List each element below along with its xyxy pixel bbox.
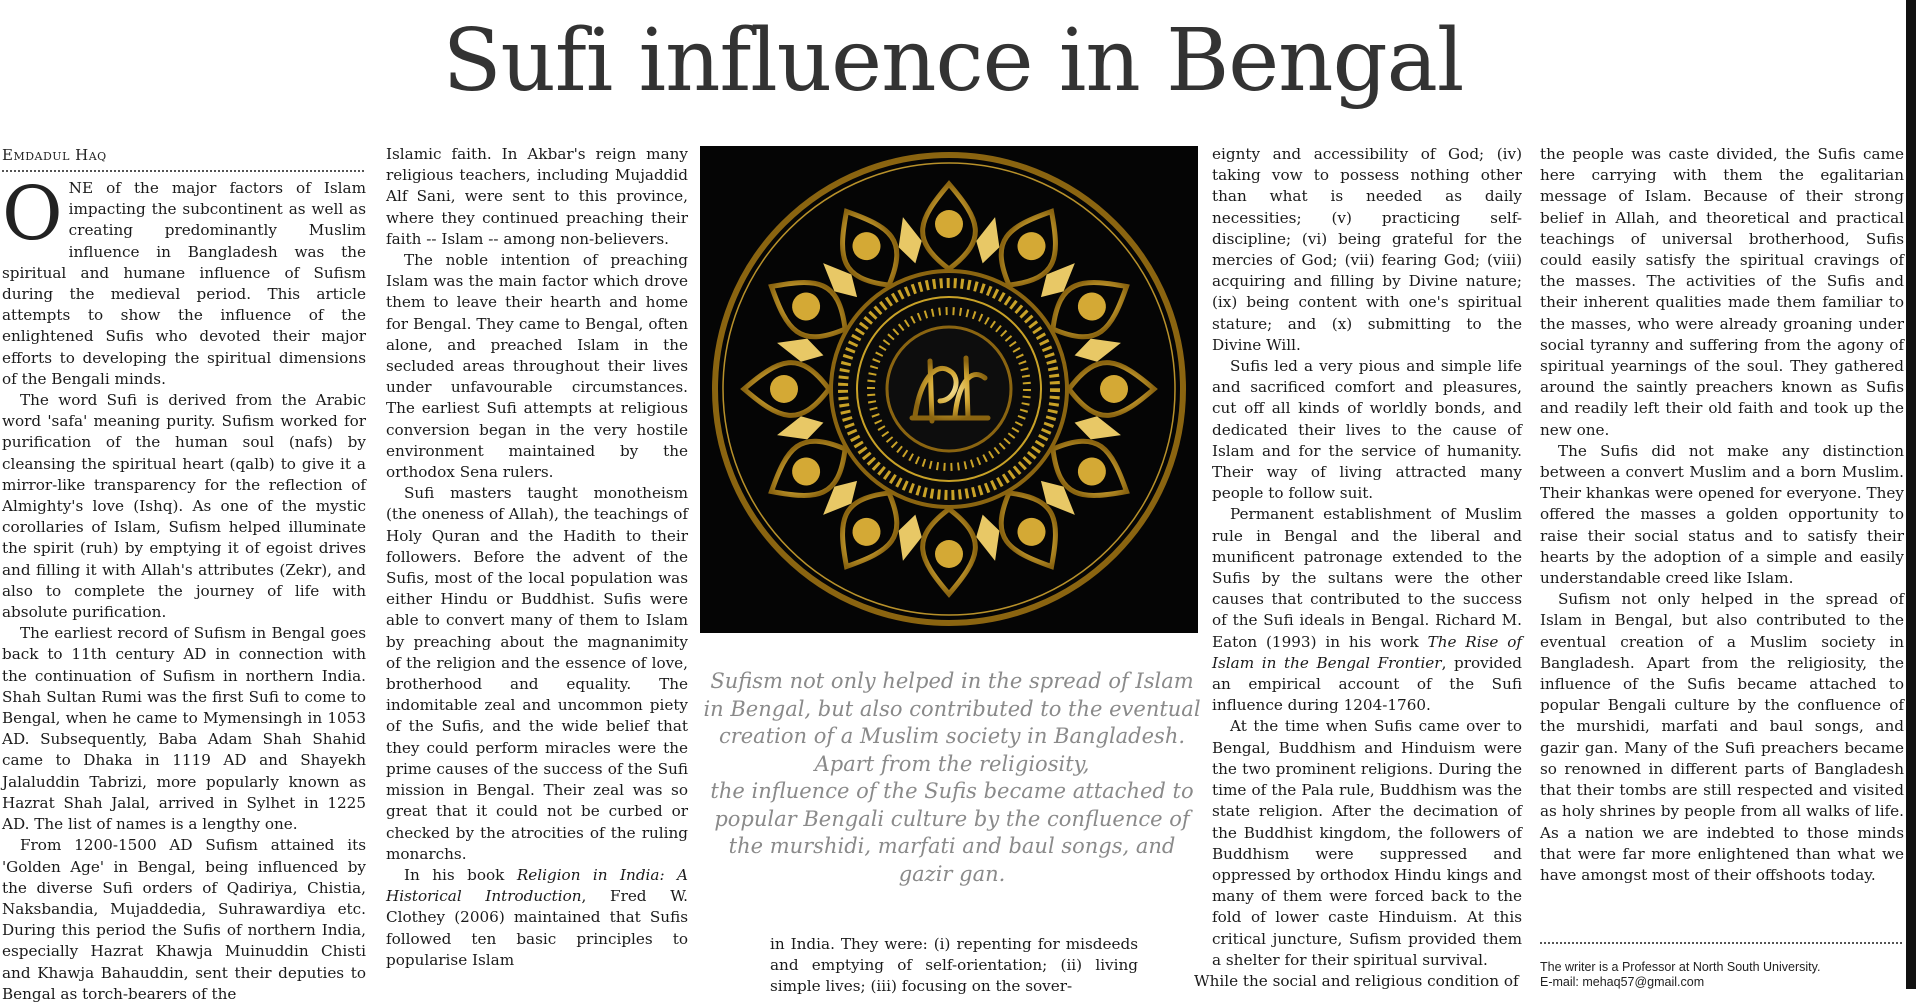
paragraph: While the social and religious condition of <box>1194 971 1519 990</box>
page-edge-rule <box>1906 0 1916 989</box>
paragraph: Sufis led a very pious and simple life and sacrificed comfort and pleasures, cut off all kinds of worldly bonds, and dedicated their lives to the cause of Islam and for the service of humanity. Their way of living attracted many people to follow suit. <box>1212 357 1522 503</box>
paragraph <box>386 865 688 971</box>
paragraph-text: Permanent establishment of Muslim rule in Bengal and the liberal and munificent patronage extended to the Sufis by the sultans were the other causes that contributed to the success of the Sufi ideals in Bengal. Richard M. Eaton (1993) in his work <box>1212 505 1522 651</box>
paragraph: eignty and accessibility of God; (iv) taking vow to possess nothing other than what is needed as daily necessities; (v) practicing self-discipline; (vi) being grateful for the mercies of God; (vii) fearing God; (viii) acquiring and filling by Divine nature; (ix) being content with one's spiritual stature; and (x) submitting to the Divine Will. <box>1212 145 1522 354</box>
opening-paragraph <box>2 171 366 390</box>
article-column-2 <box>386 144 688 989</box>
paragraph-text: In his book <box>404 865 517 884</box>
paragraph: The Sufis did not make any distinction between a convert Muslim and a born Muslim. Their khankas were opened for everyone. They offered the masses a golden opportunity to raise their social status and to satisfy their hearts by the adoption of a simple and easily understandable creed like Islam. <box>1540 441 1904 588</box>
paragraph: The noble intention of preaching Islam was the main factor which drove them to leave their hearth and home for Bengal. They came to Bengal, often alone, and preached Islam in the secluded areas throughout their lives under unfavourable circumstances. The earliest Sufi attempts at religious conversion began in the very hostile environment maintained by the orthodox Sena rulers. <box>386 251 688 482</box>
pull-quote-text: the influence of the Sufis became attached to popular Bengali culture by the confluence of the murshidi, marfati and baul songs, and gazir gan. <box>710 779 1194 886</box>
paragraph-text: , Fred W. Clothey (2006) maintained that Sufis followed ten basic principles to popularise Islam <box>386 887 688 969</box>
paragraph: From 1200-1500 AD Sufism attained its 'Golden Age' in Bengal, being influenced by the diverse Sufi orders of Qadiriya, Chistia, Naksbandia, Mujaddedia, Suhrawardiya etc. During this period the Sufis of northern India, especially Hazrat Khawja Muinuddin Chisti and Khawja Bahauddin, sent their deputies to Bengal as torch-bearers of the <box>2 836 366 1003</box>
paragraph: Sufism not only helped in the spread of Islam in Bengal, but also contributed to the eventual creation of a Muslim society in Bangladesh. Apart from the religiosity, the influence of the Sufis became attached to popular Bengali culture by the confluence of the murshidi, marfati and baul songs, and gazir gan. Many of the Sufi preachers became so renowned in different parts of Bangladesh that their tombs are still respected and visited as holy shrines by people from all walks of life. As a nation we are indebted to those minds that were far more enlightened than what we have amongst most of their offshoots today. <box>1540 590 1904 884</box>
paragraph: in India. They were: (i) repenting for misdeeds and emptying of self-orientation; (ii) living simple lives; (iii) focusing on the sover- <box>770 935 1138 996</box>
article-column-3 <box>770 934 1138 996</box>
article-column-1 <box>2 171 366 1003</box>
author-note <box>1540 960 1900 990</box>
article-column-4 <box>1156 144 1522 989</box>
paragraph <box>1212 504 1522 716</box>
author-byline: Emdadul Haq <box>2 146 107 164</box>
drop-cap: O <box>2 171 63 257</box>
author-email: E-mail: mehaq57@gmail.com <box>1540 975 1705 989</box>
islamic-calligraphy-medallion-icon <box>700 146 1198 633</box>
paragraph: The word Sufi is derived from the Arabic word 'safa' meaning purity. Sufism worked for purification of the human soul (nafs) by cleansing the spiritual heart (qalb) to give it a mirror-like transparency for the reflection of Almighty's love (Ishq). As one of the mystic corollaries of Islam, Sufism helped illuminate the spirit (ruh) by emptying it of egoist drives and filling it with Allah's attributes (Zekr), and also to complete the journey of life with absolute purification. <box>2 391 366 622</box>
column-4-indented-block <box>1156 144 1522 971</box>
pull-quote-text: Sufism not only helped in the spread of Islam in Bengal, but also contributed to the eventual creation of a Muslim society in Bangladesh. Apart from the religiosity, <box>703 669 1201 776</box>
article-headline: Sufi influence in Bengal <box>442 11 1464 111</box>
paragraph: At the time when Sufis came over to Bengal, Buddhism and Hinduism were the two prominent religions. During the time of the Pala rule, Buddhism was the state religion. After the decimation of the Buddhist kingdom, the followers of Buddhism were suppressed and oppressed by orthodox Hindu kings and many of them were forced back to the fold of lower caste Hinduism. At this critical juncture, Sufism provided them a shelter for their spiritual survival. <box>1212 717 1522 969</box>
paragraph-text: NE of the major factors of Islam impacting the subcontinent as well as creating predominantly Muslim influence in Bangladesh was the spiritual and humane influence of Sufism during the medieval period. This article attempts to show the influence of the enlightened Sufis who devoted their major efforts to developing the spiritual dimensions of the Bengali minds. <box>2 179 366 388</box>
pull-quote <box>702 668 1202 888</box>
author-affiliation: The writer is a Professor at North South University. <box>1540 960 1821 974</box>
paragraph: Sufi masters taught monotheism (the oneness of Allah), the teachings of Holy Quran and the Hadith to their followers. Before the advent of the Sufis, most of the local population was either Hindu or Buddhist. Sufis were able to convert many of them to Islam by preaching about the magnanimity of the religion and the essence of love, brotherhood and equality. The indomitable zeal and uncommon piety of the Sufis, and the wide belief that they could perform miracles were the prime causes of the success of the Sufi mission in Bengal. Their zeal was so great that it could not be curbed or checked by the atrocities of the ruling monarchs. <box>386 484 688 863</box>
book-title: The Rise of Islam in the Bengal Frontier <box>1212 632 1522 672</box>
paragraph: the people was caste divided, the Sufis came here carrying with them the egalitarian message of Islam. Because of their strong belief in Allah, and theoretical and practical teachings of universal brotherhood, Sufis could easily satisfy the spiritual cravings of the masses. The activities of the Sufis and their inherent qualities made them familiar to the masses, who were already groaning under social tyranny and suffering from the agony of spiritual yearnings of the soul. They gathered around the saintly preachers known as Sufis and readily left their old faith and took up the new one. <box>1540 145 1904 439</box>
footer-divider <box>1540 942 1902 944</box>
article-column-5 <box>1540 144 1904 930</box>
paragraph-text: , provided an empirical account of the Sufi influence during 1204-1760. <box>1212 653 1522 715</box>
book-title: Religion in India: A Historical Introduction <box>386 865 688 906</box>
calligraphy-photo <box>700 146 1198 633</box>
paragraph: The earliest record of Sufism in Bengal goes back to 11th century AD in connection with the continuation of Sufism in northern India. Shah Sultan Rumi was the first Sufi to come to Bengal, when he came to Mymensingh in 1053 AD. Subsequently, Baba Adam Shah Shahid came to Dhaka in 1119 AD and Shayekh Jalaluddin Tabrizi, more popularly known as Hazrat Shah Jalal, arrived in Sylhet in 1225 AD. The list of names is a lengthy one. <box>2 624 366 834</box>
paragraph: Islamic faith. In Akbar's reign many religious teachers, including Mujaddid Alf Sani, were sent to this province, where they continued preaching their faith -- Islam -- among non-believers. <box>386 145 688 248</box>
